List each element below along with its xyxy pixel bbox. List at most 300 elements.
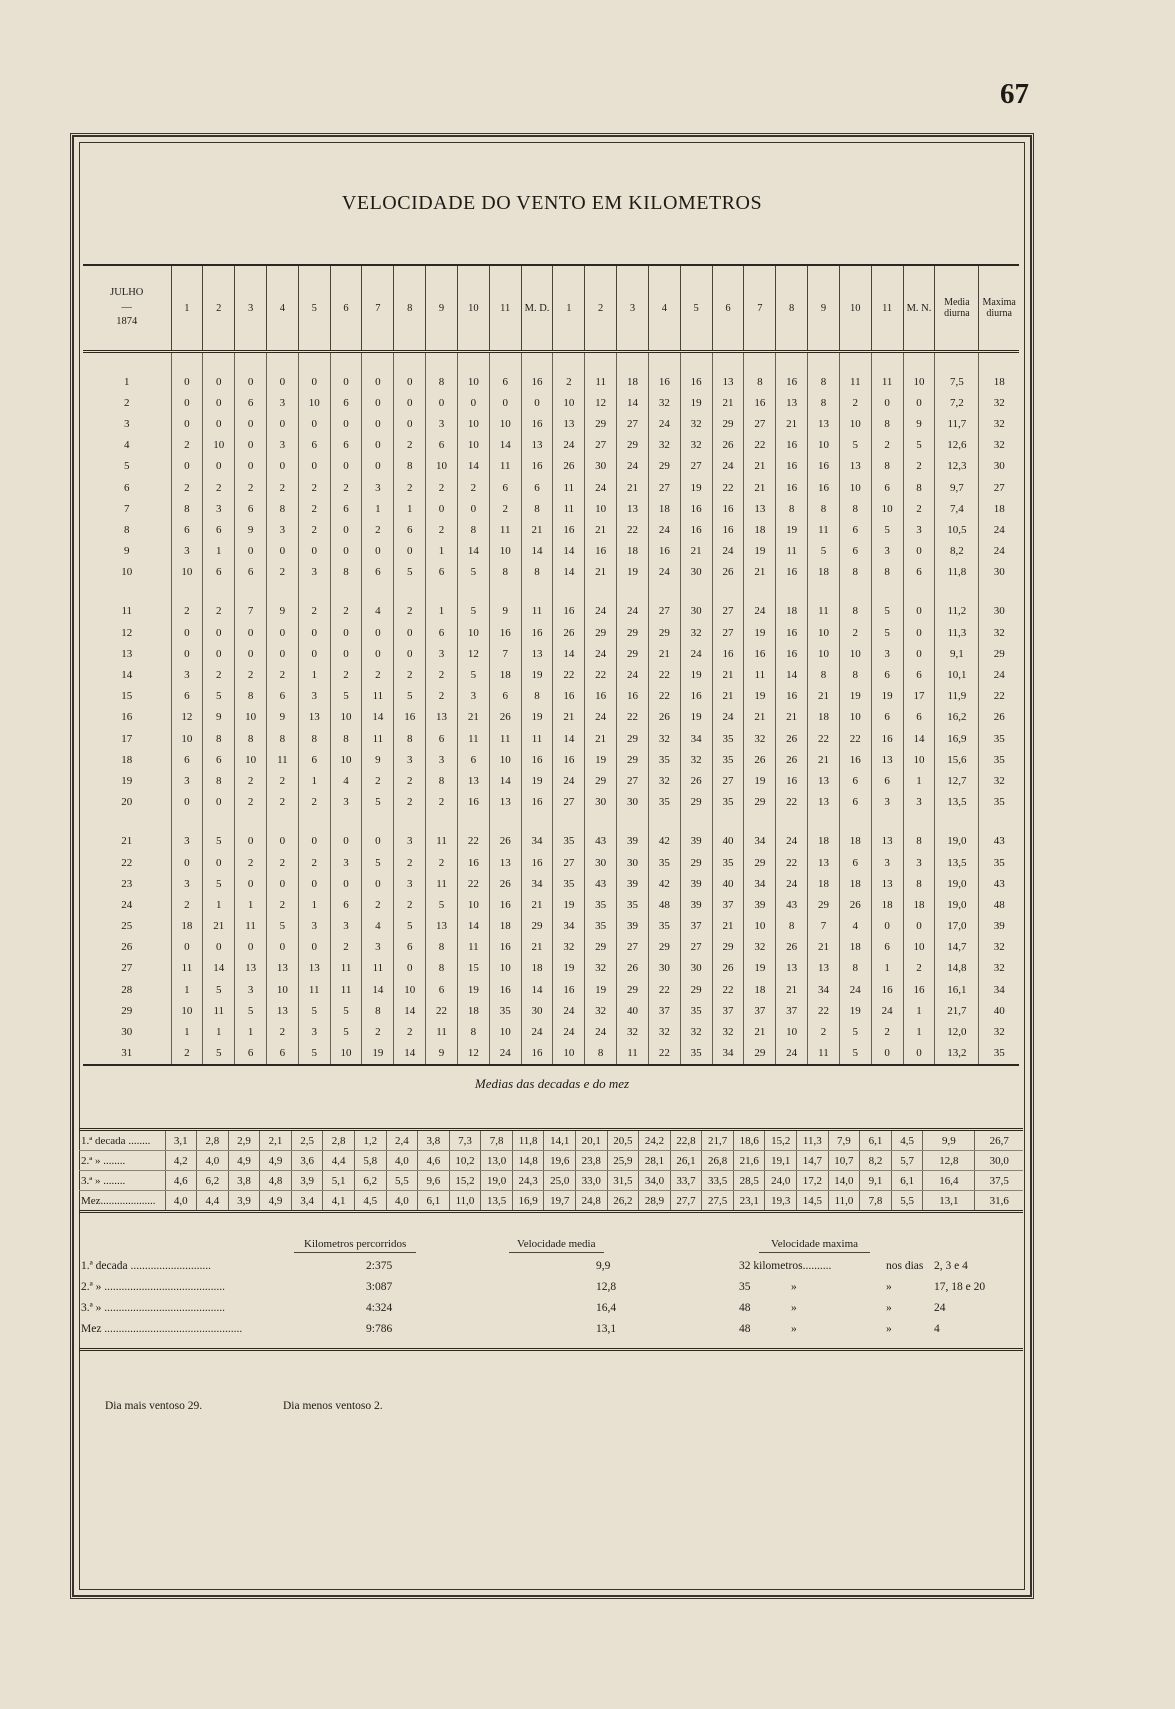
- value-cell: 13: [808, 852, 840, 873]
- value-cell: 19: [744, 958, 776, 979]
- value-cell: 2: [394, 601, 426, 622]
- value-cell: 0: [266, 831, 298, 852]
- value-cell: 24: [553, 1021, 585, 1042]
- value-cell: 11: [489, 728, 521, 749]
- value-cell: 32: [712, 1021, 744, 1042]
- value-cell: 11: [839, 371, 871, 392]
- value-cell: 22: [776, 792, 808, 813]
- value-cell: 13: [808, 770, 840, 791]
- hour-header: 7: [744, 265, 776, 352]
- medias-value: 19,3: [765, 1191, 797, 1212]
- value-cell: 2: [394, 894, 426, 915]
- medias-value: 5,7: [891, 1151, 923, 1171]
- value-cell: 30: [617, 792, 649, 813]
- summary-km: 3:087: [366, 1281, 393, 1293]
- day-cell: 8: [124, 523, 130, 536]
- value-cell: 13: [266, 958, 298, 979]
- value-cell: 16: [776, 770, 808, 791]
- value-cell: 34: [744, 831, 776, 852]
- value-cell: 2: [235, 477, 267, 498]
- value-cell: 21: [712, 686, 744, 707]
- hour-header: M. D.: [521, 265, 553, 352]
- max-cell: 30: [979, 601, 1019, 622]
- value-cell: 14: [776, 664, 808, 685]
- value-cell: 6: [839, 541, 871, 562]
- value-cell: 0: [362, 392, 394, 413]
- value-cell: 16: [776, 562, 808, 583]
- value-cell: 3: [871, 541, 903, 562]
- value-cell: 0: [330, 413, 362, 434]
- value-cell: 16: [776, 371, 808, 392]
- value-cell: 1: [298, 664, 330, 685]
- value-cell: 22: [648, 664, 680, 685]
- medias-max: 30,0: [975, 1151, 1023, 1171]
- value-cell: 35: [553, 873, 585, 894]
- value-cell: 2: [235, 852, 267, 873]
- medias-value: 26,8: [702, 1151, 734, 1171]
- value-cell: 3: [426, 643, 458, 664]
- value-cell: 24: [680, 643, 712, 664]
- value-cell: 19: [362, 1043, 394, 1065]
- value-cell: 40: [712, 831, 744, 852]
- medias-value: 5,8: [354, 1151, 386, 1171]
- value-cell: 22: [808, 728, 840, 749]
- value-cell: 29: [585, 770, 617, 791]
- value-cell: 6: [235, 1043, 267, 1065]
- hour-header: 10: [457, 265, 489, 352]
- summary-max: 32 kilometros..........: [739, 1260, 832, 1272]
- value-cell: 4: [330, 770, 362, 791]
- value-cell: 0: [298, 413, 330, 434]
- max-cell: 39: [979, 916, 1019, 937]
- value-cell: 30: [680, 958, 712, 979]
- table-row: [83, 1000, 1019, 1021]
- medias-value: 5,5: [386, 1171, 418, 1191]
- value-cell: 3: [871, 792, 903, 813]
- summary-label: 3.ª » ..........................................: [81, 1302, 226, 1314]
- value-cell: 24: [712, 707, 744, 728]
- value-cell: 19: [553, 894, 585, 915]
- value-cell: 3: [330, 916, 362, 937]
- value-cell: 26: [744, 749, 776, 770]
- value-cell: 32: [648, 770, 680, 791]
- value-cell: 10: [808, 435, 840, 456]
- medias-value: 4,9: [260, 1191, 292, 1212]
- value-cell: 24: [648, 562, 680, 583]
- value-cell: 6: [426, 562, 458, 583]
- value-cell: 0: [330, 643, 362, 664]
- summary-label: 2.ª » ..........................................: [81, 1281, 226, 1293]
- value-cell: 18: [839, 831, 871, 852]
- value-cell: 16: [808, 477, 840, 498]
- value-cell: 14: [553, 728, 585, 749]
- day-cell: 31: [83, 1043, 171, 1065]
- medias-value: 15,2: [449, 1171, 481, 1191]
- value-cell: 21: [521, 937, 553, 958]
- value-cell: 2: [266, 1021, 298, 1042]
- value-cell: 24: [617, 664, 649, 685]
- summary-header: [79, 1236, 1023, 1258]
- value-cell: 10: [553, 392, 585, 413]
- value-cell: 16: [521, 413, 553, 434]
- value-cell: 32: [744, 937, 776, 958]
- value-cell: 8: [871, 456, 903, 477]
- value-cell: 13: [553, 413, 585, 434]
- value-cell: 37: [712, 1000, 744, 1021]
- value-cell: 27: [617, 937, 649, 958]
- medias-value: 3,6: [291, 1151, 323, 1171]
- summary-row: [79, 1300, 1023, 1321]
- medias-value: 11,8: [512, 1130, 544, 1151]
- value-cell: 29: [648, 456, 680, 477]
- value-cell: 14: [457, 541, 489, 562]
- value-cell: 21: [648, 643, 680, 664]
- value-cell: 0: [903, 643, 935, 664]
- value-cell: 22: [617, 519, 649, 540]
- hour-header: 3: [617, 265, 649, 352]
- value-cell: 10: [871, 498, 903, 519]
- value-cell: 14: [362, 707, 394, 728]
- value-cell: 26: [680, 770, 712, 791]
- value-cell: 2: [298, 519, 330, 540]
- value-cell: 3: [330, 852, 362, 873]
- value-cell: 6: [171, 686, 203, 707]
- value-cell: 37: [648, 1000, 680, 1021]
- value-cell: 2: [266, 477, 298, 498]
- value-cell: 0: [330, 519, 362, 540]
- day-cell: 14: [121, 669, 133, 682]
- value-cell: 0: [330, 831, 362, 852]
- day-cell: 2: [124, 396, 130, 409]
- value-cell: 39: [680, 894, 712, 915]
- value-cell: 11: [362, 686, 394, 707]
- maxima-header: Maxima diurna: [979, 265, 1019, 352]
- value-cell: 29: [585, 413, 617, 434]
- value-cell: 11: [553, 477, 585, 498]
- summary-mark: »: [791, 1302, 797, 1314]
- value-cell: 0: [521, 392, 553, 413]
- hour-header: 11: [871, 265, 903, 352]
- table-row: [83, 664, 1019, 685]
- value-cell: 29: [617, 728, 649, 749]
- value-cell: 3: [903, 519, 935, 540]
- value-cell: 30: [617, 852, 649, 873]
- value-cell: 2: [839, 392, 871, 413]
- value-cell: 3: [171, 664, 203, 685]
- value-cell: 11: [203, 1000, 235, 1021]
- value-cell: 18: [171, 916, 203, 937]
- medias-value: 6,1: [418, 1191, 450, 1212]
- value-cell: 11: [744, 664, 776, 685]
- medias-value: 4,0: [386, 1151, 418, 1171]
- value-cell: 21: [585, 562, 617, 583]
- day-cell: 5: [124, 460, 130, 473]
- value-cell: 1: [203, 894, 235, 915]
- value-cell: 6: [903, 707, 935, 728]
- medias-value: 3,4: [291, 1191, 323, 1212]
- value-cell: 6: [871, 664, 903, 685]
- value-cell: 22: [553, 664, 585, 685]
- value-cell: 0: [203, 622, 235, 643]
- value-cell: 9: [266, 601, 298, 622]
- value-cell: 11: [426, 1021, 458, 1042]
- value-cell: 0: [203, 371, 235, 392]
- value-cell: 3: [171, 541, 203, 562]
- value-cell: 8: [457, 519, 489, 540]
- medias-row: [79, 1151, 1023, 1171]
- value-cell: 0: [171, 643, 203, 664]
- value-cell: 19: [776, 519, 808, 540]
- value-cell: 35: [585, 916, 617, 937]
- value-cell: 34: [680, 728, 712, 749]
- value-cell: 1: [298, 894, 330, 915]
- day-cell: 15: [121, 690, 133, 703]
- value-cell: 3: [457, 686, 489, 707]
- value-cell: 13: [489, 792, 521, 813]
- hour-header: 4: [266, 265, 298, 352]
- value-cell: 0: [171, 392, 203, 413]
- value-cell: 27: [617, 413, 649, 434]
- medias-value: 4,8: [260, 1171, 292, 1191]
- value-cell: 11: [362, 958, 394, 979]
- max-cell: 32: [979, 937, 1019, 958]
- value-cell: 11: [521, 601, 553, 622]
- value-cell: 29: [680, 979, 712, 1000]
- value-cell: 11: [489, 456, 521, 477]
- value-cell: 26: [776, 728, 808, 749]
- value-cell: 0: [266, 937, 298, 958]
- value-cell: 11: [330, 979, 362, 1000]
- value-cell: 26: [553, 456, 585, 477]
- media-cell: 12,0: [935, 1021, 979, 1042]
- table-row: [83, 477, 1019, 498]
- max-cell: 32: [979, 1021, 1019, 1042]
- day-cell: 17: [121, 732, 133, 745]
- value-cell: 14: [903, 728, 935, 749]
- value-cell: 35: [648, 749, 680, 770]
- value-cell: 21: [808, 937, 840, 958]
- value-cell: 3: [426, 749, 458, 770]
- value-cell: 32: [617, 1021, 649, 1042]
- value-cell: 16: [776, 435, 808, 456]
- hour-header: 8: [776, 265, 808, 352]
- value-cell: 2: [266, 562, 298, 583]
- max-cell: 24: [979, 541, 1019, 562]
- value-cell: 29: [617, 435, 649, 456]
- value-cell: 6: [235, 392, 267, 413]
- day-cell: 26: [121, 941, 133, 954]
- value-cell: 24: [585, 477, 617, 498]
- medias-value: 25,9: [607, 1151, 639, 1171]
- value-cell: 1: [235, 1021, 267, 1042]
- value-cell: 0: [394, 541, 426, 562]
- day-cell: 20: [121, 796, 133, 809]
- value-cell: 8: [362, 1000, 394, 1021]
- value-cell: 27: [712, 622, 744, 643]
- medias-value: 4,5: [891, 1130, 923, 1151]
- media-cell: 12,6: [935, 435, 979, 456]
- value-cell: 2: [903, 958, 935, 979]
- value-cell: 35: [648, 852, 680, 873]
- medias-max: 37,5: [975, 1171, 1023, 1191]
- value-cell: 19: [839, 1000, 871, 1021]
- value-cell: 21: [744, 707, 776, 728]
- table-row: [83, 792, 1019, 813]
- value-cell: 16: [553, 979, 585, 1000]
- medias-value: 8,2: [860, 1151, 892, 1171]
- value-cell: 21: [744, 1021, 776, 1042]
- value-cell: 24: [553, 770, 585, 791]
- max-cell: 32: [979, 622, 1019, 643]
- value-cell: 9: [362, 749, 394, 770]
- summary-media: 13,1: [596, 1323, 617, 1335]
- value-cell: 2: [266, 852, 298, 873]
- table-row: [83, 937, 1019, 958]
- value-cell: 30: [680, 562, 712, 583]
- value-cell: 0: [235, 371, 267, 392]
- medias-value: 15,2: [765, 1130, 797, 1151]
- value-cell: 19: [680, 477, 712, 498]
- value-cell: 35: [553, 831, 585, 852]
- value-cell: 3: [203, 498, 235, 519]
- media-cell: 13,2: [935, 1043, 979, 1065]
- value-cell: 26: [489, 831, 521, 852]
- table-row: [83, 519, 1019, 540]
- value-cell: 0: [426, 498, 458, 519]
- value-cell: 10: [489, 749, 521, 770]
- value-cell: 9: [489, 601, 521, 622]
- value-cell: 16: [776, 477, 808, 498]
- table-row: [83, 770, 1019, 791]
- value-cell: 5: [457, 664, 489, 685]
- value-cell: 11: [776, 541, 808, 562]
- value-cell: 0: [394, 643, 426, 664]
- value-cell: 27: [712, 770, 744, 791]
- medias-value: 2,5: [291, 1130, 323, 1151]
- summary-dias: 4: [934, 1323, 940, 1335]
- value-cell: 3: [362, 937, 394, 958]
- value-cell: 3: [266, 519, 298, 540]
- value-cell: 11: [362, 728, 394, 749]
- value-cell: 6: [330, 498, 362, 519]
- value-cell: 3: [903, 852, 935, 873]
- value-cell: 8: [203, 770, 235, 791]
- value-cell: 32: [680, 1021, 712, 1042]
- summary-block: [79, 1236, 1023, 1351]
- value-cell: 11: [298, 979, 330, 1000]
- value-cell: 3: [871, 643, 903, 664]
- day-cell: 27: [121, 962, 133, 975]
- page-number: 67: [1000, 78, 1029, 110]
- medias-media: 16,4: [923, 1171, 975, 1191]
- medias-value: 2,8: [197, 1130, 229, 1151]
- summary-max: 35: [739, 1281, 751, 1293]
- value-cell: 0: [203, 937, 235, 958]
- value-cell: 0: [362, 456, 394, 477]
- value-cell: 34: [808, 979, 840, 1000]
- value-cell: 2: [171, 894, 203, 915]
- value-cell: 5: [330, 686, 362, 707]
- media-cell: 11,8: [935, 562, 979, 583]
- value-cell: 8: [903, 873, 935, 894]
- value-cell: 30: [585, 852, 617, 873]
- value-cell: 0: [171, 622, 203, 643]
- value-cell: 14: [553, 643, 585, 664]
- medias-value: 33,5: [702, 1171, 734, 1191]
- table-row: [83, 873, 1019, 894]
- value-cell: 30: [648, 958, 680, 979]
- value-cell: 7: [489, 643, 521, 664]
- value-cell: 35: [712, 852, 744, 873]
- value-cell: 2: [871, 1021, 903, 1042]
- value-cell: 16: [903, 979, 935, 1000]
- value-cell: 32: [680, 622, 712, 643]
- value-cell: 10: [489, 1021, 521, 1042]
- value-cell: 26: [776, 749, 808, 770]
- value-cell: 32: [680, 749, 712, 770]
- medias-table: [79, 1128, 1023, 1213]
- value-cell: 2: [839, 622, 871, 643]
- value-cell: 29: [617, 749, 649, 770]
- value-cell: 26: [648, 707, 680, 728]
- medias-value: 14,8: [512, 1151, 544, 1171]
- medias-value: 19,0: [481, 1171, 513, 1191]
- value-cell: 19: [553, 958, 585, 979]
- value-cell: 6: [489, 371, 521, 392]
- media-cell: 19,0: [935, 831, 979, 852]
- value-cell: 2: [266, 792, 298, 813]
- value-cell: 21: [521, 894, 553, 915]
- value-cell: 18: [808, 707, 840, 728]
- value-cell: 14: [394, 1000, 426, 1021]
- value-cell: 0: [171, 456, 203, 477]
- value-cell: 8: [839, 664, 871, 685]
- max-cell: 43: [979, 831, 1019, 852]
- value-cell: 11: [426, 873, 458, 894]
- value-cell: 18: [744, 979, 776, 1000]
- value-cell: 6: [298, 435, 330, 456]
- medias-value: 21,7: [702, 1130, 734, 1151]
- value-cell: 32: [648, 728, 680, 749]
- table-row: [83, 831, 1019, 852]
- value-cell: 2: [903, 498, 935, 519]
- value-cell: 0: [394, 392, 426, 413]
- value-cell: 0: [394, 413, 426, 434]
- value-cell: 4: [839, 916, 871, 937]
- value-cell: 24: [585, 601, 617, 622]
- medias-value: 14,5: [797, 1191, 829, 1212]
- day-cell: 12: [121, 626, 133, 639]
- value-cell: 24: [712, 456, 744, 477]
- value-cell: 26: [712, 562, 744, 583]
- value-cell: 34: [521, 831, 553, 852]
- value-cell: 0: [203, 852, 235, 873]
- hour-header: 10: [839, 265, 871, 352]
- value-cell: 18: [648, 498, 680, 519]
- value-cell: 10: [330, 707, 362, 728]
- value-cell: 10: [426, 456, 458, 477]
- value-cell: 0: [362, 541, 394, 562]
- day-cell: 28: [121, 983, 133, 996]
- day-cell: 3: [124, 417, 130, 430]
- value-cell: 27: [744, 413, 776, 434]
- value-cell: 13: [871, 749, 903, 770]
- value-cell: 22: [457, 873, 489, 894]
- media-cell: 7,2: [935, 392, 979, 413]
- value-cell: 5: [203, 979, 235, 1000]
- value-cell: 14: [362, 979, 394, 1000]
- day-cell: 22: [121, 856, 133, 869]
